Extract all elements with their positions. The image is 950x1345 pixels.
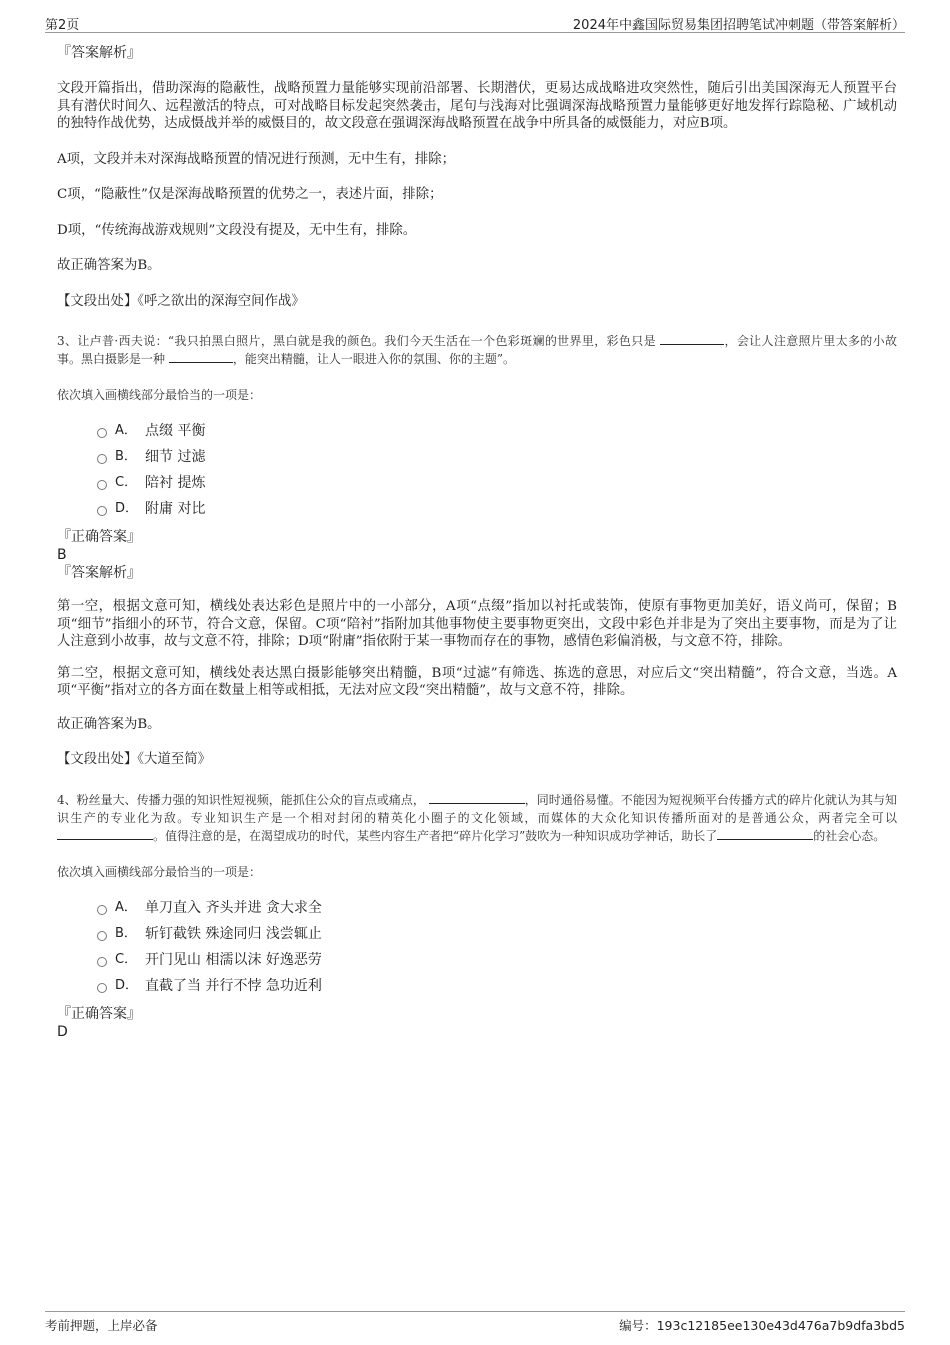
document-title: 2024年中鑫国际贸易集团招聘笔试冲刺题（带答案解析） bbox=[572, 18, 905, 33]
question-3-options bbox=[57, 418, 897, 522]
radio-icon[interactable] bbox=[97, 506, 107, 516]
correct-answer-label: 『正确答案』 bbox=[57, 1005, 141, 1022]
blank-3 bbox=[717, 827, 813, 840]
question-4-text: 4、粉丝量大、传播力强的知识性短视频，能抓住公众的盲点或痛点， ，同时通俗易懂。不能因为短视频平台传播方式的碎片化就认为其与知识生产的专业化为敌。专业知识生产是一个相对封闭的精英化小圈子的文化领域，而媒体的大众化知识传播所面对的是普通公众，两者完全可以 。值得注意的是，在渴望成功的时代，某些内容生产者把“碎片化学习”鼓吹为一种知识成功学神话，助长了 的社会心态。 bbox=[57, 792, 897, 843]
option-d[interactable]: D． 附庸 对比 bbox=[97, 496, 897, 522]
option-c[interactable]: C． 开门见山 相濡以沫 好逸恶劳 bbox=[97, 947, 897, 973]
correct-answer-label: 『正确答案』 bbox=[57, 529, 141, 545]
analysis-conclusion: 故正确答案为B。 bbox=[57, 258, 161, 273]
option-b[interactable]: B． 斩钉截铁 殊途同归 浅尝辄止 bbox=[97, 921, 897, 947]
option-a[interactable]: A． 单刀直入 齐头并进 贪大求全 bbox=[97, 895, 897, 921]
analysis-option-a: A项，文段并未对深海战略预置的情况进行预测，无中生有，排除； bbox=[57, 151, 455, 167]
radio-icon[interactable] bbox=[97, 454, 107, 464]
document-id: 编号：193c12185ee130e43d476a7b9dfa3bd5 bbox=[619, 1318, 905, 1333]
question-4-instruction: 依次填入画横线部分最恰当的一项是： bbox=[57, 864, 262, 879]
analysis-paragraph: 文段开篇指出，借助深海的隐蔽性，战略预置力量能够实现前沿部署、长期潜伏，更易达成战略进攻突然性，随后引出美国深海无人预置平台具有潜伏时间久、远程激活的特点，可对战略目标发起突然袭击，尾句与浅海对比强调深海战略预置力量能够更好地发挥行踪隐秘、广域机动的独特作战优势，达成慑战并举的威慑目的，故文段意在强调深海战略预置在战争中所具备的威慑能力，对应B项。 bbox=[57, 81, 897, 131]
option-b[interactable]: B． 细节 过滤 bbox=[97, 444, 897, 470]
correct-answer: D bbox=[57, 1023, 68, 1040]
radio-icon[interactable] bbox=[97, 931, 107, 941]
page-number: 第2页 bbox=[45, 18, 80, 33]
option-a[interactable]: A． 点缀 平衡 bbox=[97, 418, 897, 444]
document-body bbox=[57, 44, 897, 1041]
question-4-options bbox=[57, 895, 897, 999]
radio-icon[interactable] bbox=[97, 428, 107, 438]
text-source: 【文段出处】《大道至简》 bbox=[57, 752, 211, 767]
question-3-instruction: 依次填入画横线部分最恰当的一项是： bbox=[57, 388, 262, 402]
radio-icon[interactable] bbox=[97, 957, 107, 967]
footer-slogan: 考前押题，上岸必备 bbox=[45, 1318, 158, 1333]
option-c[interactable]: C． 陪衬 提炼 bbox=[97, 470, 897, 496]
page-footer bbox=[45, 1311, 905, 1332]
analysis-option-d: D项，“传统海战游戏规则”文段没有提及，无中生有，排除。 bbox=[57, 222, 417, 238]
page-header bbox=[45, 12, 905, 33]
blank-2 bbox=[57, 827, 153, 840]
radio-icon[interactable] bbox=[97, 983, 107, 993]
analysis-conclusion: 故正确答案为B。 bbox=[57, 716, 161, 732]
analysis-option-c: C项，“隐蔽性”仅是深海战略预置的优势之一，表述片面，排除； bbox=[57, 187, 443, 202]
analysis-paragraph-2: 第二空，根据文意可知，横线处表达黑白摄影能够突出精髓，B项“过滤”有筛选、拣选的意思，对应后文“突出精髓”，符合文意，当选。A项“平衡”指对立的各方面在数量上相等或相抵，无法对应文段“突出精髓”，故与文意不符，排除。 bbox=[57, 665, 897, 698]
question-3-text: 3、让卢普·西夫说：“我只拍黑白照片，黑白就是我的颜色。我们今天生活在一个色彩斑斓的世界里，彩色只是 ，会让人注意照片里太多的小故事。黑白摄影是一种 ，能突出精髓，让人一眼进入你的氛围、你的主题”。 bbox=[57, 334, 897, 366]
correct-answer: B bbox=[57, 547, 67, 563]
radio-icon[interactable] bbox=[97, 905, 107, 915]
analysis-paragraph-1: 第一空，根据文意可知，横线处表达彩色是照片中的一小部分，A项“点缀”指加以衬托或装饰，使原有事物更加美好，语义尚可，保留；B项“细节”指细小的环节，符合文意，保留。C项“陪衬”指附加其他事物使主要事物更突出，文段中彩色并非是为了突出主要事物，而是为了让人注意到小故事，故与文意不符，排除；D项“附庸”指依附于某一事物而存在的事物，感情色彩偏消极，与文意不符，排除。 bbox=[57, 599, 897, 649]
blank-1 bbox=[660, 332, 724, 345]
analysis-label: 『答案解析』 bbox=[57, 45, 141, 61]
blank-2 bbox=[169, 350, 233, 363]
option-d[interactable]: D． 直截了当 并行不悖 急功近利 bbox=[97, 973, 897, 999]
text-source: 【文段出处】《呼之欲出的深海空间作战》 bbox=[57, 293, 305, 309]
blank-1 bbox=[429, 791, 525, 804]
radio-icon[interactable] bbox=[97, 480, 107, 490]
analysis-label: 『答案解析』 bbox=[57, 565, 141, 581]
